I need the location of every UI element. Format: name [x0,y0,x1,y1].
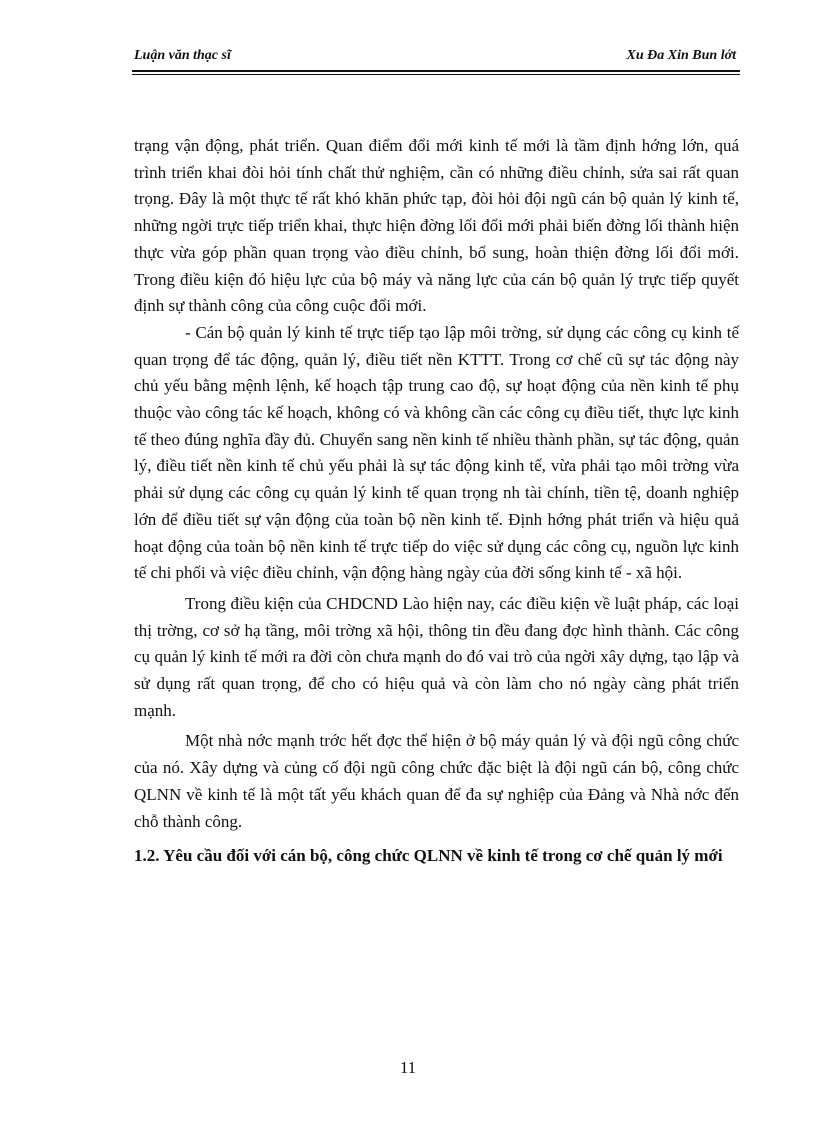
section-heading: 1.2. Yêu cầu đối với cán bộ, công chức QLNN về kinh tế trong cơ chế quản lý mới [134,846,723,866]
paragraph-management-tools: - Cán bộ quản lý kinh tế trực tiếp tạo lập môi trờng, sử dụng các công cụ kinh tế quan trọng để tác động, quản lý, điều tiết nền KTTT. Trong cơ chế cũ sự tác động này chủ yếu bằng mệnh lệnh, kế hoạch tập trung cao độ, sự hoạt động của nền kinh tế phụ thuộc vào công tác kế hoạch, không có và không cần các công cụ điều tiết, thực lực kinh tế theo đúng nghĩa đầy đủ. Chuyển sang nền kinh tế nhiều thành phần, sự tác động, quản lý, điều tiết nền kinh tế chủ yếu phải là sự tác động kinh tế, vừa phải tạo môi trờng vừa phải sử dụng các công cụ quản lý kinh tế quan trọng nh tài chính, tiền tệ, doanh nghiệp lớn để điều tiết sự vận động của toàn bộ nền kinh tế. Định hớng phát triển và hiệu quả hoạt động của toàn bộ nền kinh tế trực tiếp do việc sử dụng các công cụ, nguồn lực kinh tế chi phối và việc điều chỉnh, vận động hàng ngày của đời sống kinh tế - xã hội. [134,322,739,583]
document-body [134,133,739,870]
header-thesis-label: Luận văn thạc sĩ [134,48,231,63]
header-author-name: Xu Đa Xin Bun lớt [626,48,736,63]
header-rule-thin [132,74,740,75]
paragraph-lao-conditions: Trong điều kiện của CHDCND Lào hiện nay, các điều kiện về luật pháp, các loại thị trờng, cơ sở hạ tầng, môi trờng xã hội, thông tin đều đang đợc hình thành. Các công cụ quản lý kinh tế mới ra đời còn chưa mạnh do đó vai trò của ngời xây dựng, tạo lập và sử dụng rất quan trọng, để cho có hiệu quả và còn làm cho nó ngày càng phát triển mạnh. [134,593,739,720]
paragraph-continuation: trạng vận động, phát triển. Quan điểm đổi mới kinh tế mới là tầm định hớng lớn, quá trình triển khai đòi hỏi tính chất thử nghiệm, cần có những điều chỉnh, sửa sai rất quan trọng. Đây là một thực tế rất khó khăn phức tạp, đòi hỏi đội ngũ cán bộ quản lý kinh tế, những ngời trực tiếp triển khai, thực hiện đờng lối đổi mới phải biến đờng lối thành hiện thực vừa góp phần quan trọng vào điều chỉnh, bổ sung, hoàn thiện đờng lối đổi mới. Trong điều kiện đó hiệu lực của bộ máy và năng lực của cán bộ quản lý trực tiếp quyết định sự thành công của công cuộc đổi mới. [134,136,739,316]
paragraph-strong-state: Một nhà nớc mạnh trớc hết đợc thể hiện ở bộ máy quản lý và đội ngũ công chức của nó. Xây dựng và củng cố đội ngũ công chức đặc biệt là đội ngũ cán bộ, công chức QLNN về kinh tế là một tất yếu khách quan để đa sự nghiệp của Đảng và Nhà nớc đến chỗ thành công. [134,731,739,831]
page-header [132,46,738,68]
header-rule-thick [132,70,740,72]
page-number: 11 [399,1058,417,1077]
